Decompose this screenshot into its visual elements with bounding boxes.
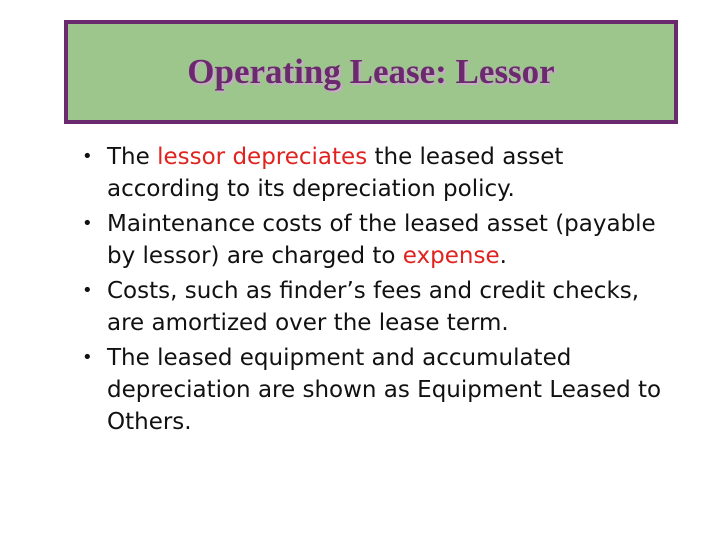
bullet-item [82,342,682,438]
highlighted-term: expense [402,243,500,269]
bullet-dot-icon: • [82,146,93,167]
slide-title: Operating Lease: Lessor [187,52,555,91]
bullet-dot-icon: • [82,213,93,234]
bullet-text: Maintenance costs of the leased asset (payable by lessor) are charged to [107,211,656,269]
bullet-item [82,275,682,339]
bullet-item [82,208,682,272]
bullet-list [82,141,682,441]
bullet-dot-icon: • [82,347,93,368]
title-banner [64,20,678,124]
bullet-item [82,141,682,205]
bullet-text: the leased asset according to its depreciation policy. [107,144,564,202]
bullet-text: The leased equipment and accumulated depreciation are shown as Equipment Leased to Others. [107,345,662,435]
highlighted-term: lessor depreciates [157,144,368,170]
bullet-text: . [499,243,507,269]
bullet-text: Costs, such as finder’s fees and credit checks, are amortized over the lease term. [107,278,640,336]
bullet-text: The [107,144,158,170]
bullet-dot-icon: • [82,280,93,301]
